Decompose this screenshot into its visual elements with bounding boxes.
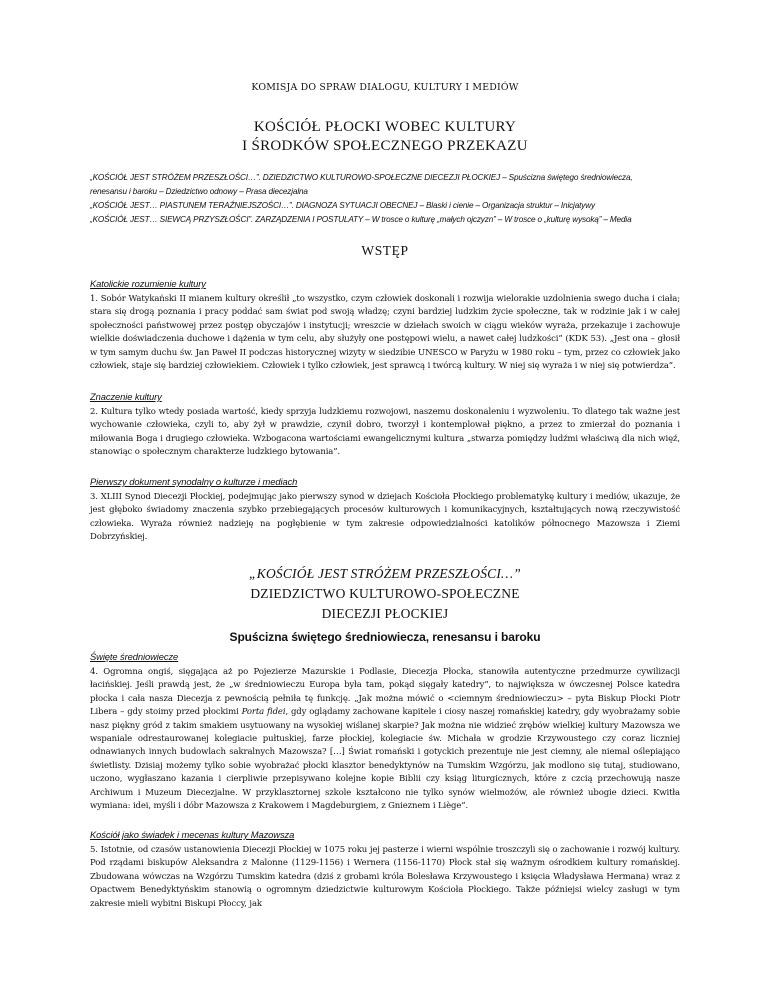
paragraph-4-part-b: , gdy oglądamy zachowane kapitele i ciosy naszej romańskiej katedry, gdy wyobrażamy sobie nasz piękny gród z takim smakiem usytuowany na wysokiej wiślanej skarpie? Jak można nie widzieć zrębów wielkiej kultury Mazowsza we wspaniale odrestaurowanej kolegiacie pułtuskiej, farze płockiej, kolegiacie św. Michała w grodzie Krzywoustego czy coraz liczniej odnawianych innych budowlach sakralnych Mazowsza? […] Świat romański i gotyckich prezentuje nie jest ciemny, ale niemal oślepiająco świetlisty. Dzisiaj możemy tylko sobie wyobrażać płocki klasztor benedyktynów na Tumskim Wzgórzu, jak modlono się tutaj, studiowano, uczono, wygłaszano kazania i cierpliwie przepisywano kolejne kopie Biblii czy ksiąg liturgicznych, które z czcią przechowują nasze Archiwum i Muzeum Diecezjalne. W przyklasztornej szkole kształcono nie tylko synów wielmożów, ale również ubogie dzieci. Kwitła wymiana: idei, myśli i dóbr Mazowsza z Krakowem i Magdeburgiem, z Gnieznem i Liège”. bbox=[90, 707, 680, 812]
subheading-church-as-witness: Kościół jako świadek i mecenas kultury Mazowsza bbox=[90, 829, 295, 840]
part1-title bbox=[90, 564, 680, 624]
paragraph-4-italic: Porta fidei bbox=[241, 707, 286, 718]
paragraph-5: 5. Istotnie, od czasów ustanowienia Diecezji Płockiej w 1075 roku jej pasterze i wierni wspólnie troszczyli się o zachowanie i rozwój kultury. Pod rządami biskupów Aleksandra z Malonne (1129-1156) i Wernera (1156-1170) Płock stał się ważnym ośrodkiem kultury romańskiej. Zbudowana wówczas na Wzgórzu Tumskim katedra (dziś z grobami króla Bolesława Krzywoustego i księcia Władysława Hermana) wraz z Opactwem Benedyktyńskim stanowią o ogromnym dziedzictwie kulturowym Kościoła Płockiego. Także późniejsi wielcy zasługi w tym zakresie mieli wybitni Biskupi Płoccy, jak bbox=[90, 845, 680, 909]
part1-title-line-3: DIECEZJI PŁOCKIEJ bbox=[321, 606, 449, 621]
toc-entry-1-line-a: „KOŚCIÓŁ JEST STRÓŻEM PRZESZŁOŚCI…”. DZIEDZICTWO KULTUROWO-SPOŁECZNE DIECEZJI PŁOCKIEJ – Spuścizna świętego średniowiecza, bbox=[90, 173, 633, 182]
part1-title-line-2: DZIEDZICTWO KULTUROWO-SPOŁECZNE bbox=[250, 586, 520, 601]
paragraph-4-part-a: 4. Ogromna ongiś, sięgająca aż po Pojezierze Mazurskie i Podlasie, Diecezja Płocka, stanowiła autentyczne przedmurze cywilizacji łacińskiej. Jeśli prawdą jest, że „w średniowieczu Europa była tam, pokąd sięgały katedry”, to największa w ówczesnej Polsce katedra płocka i cała nasza Diecezja z pewnością pełniła tę funkcję. „Jak można mówić o <ciemnym średniowieczu> – pyta Biskup Płocki Piotr Libera – gdy stoimy przed płockimi bbox=[90, 667, 680, 718]
subheading-holy-middle-ages: Święte średniowiecze bbox=[90, 651, 179, 662]
toc-entry-3: „KOŚCIÓŁ JEST… SIEWCĄ PRZYSZŁOŚCI”. ZARZĄDZENIA I POSTULATY – W trosce o kulturę „małych ojczyzn” – W trosce o „kulturę wysoką” – Media bbox=[90, 215, 632, 224]
paragraph-3: 3. XLIII Synod Diecezji Płockiej, podejmując jako pierwszy synod w dziejach Kościoła Płockiego problematykę kultury i mediów, ukazuje, że jest głęboko świadomy znaczenia szybko przebiegających procesów kulturowych i komunikacyjnych, kształtujących nową rzeczywistość człowieka. Wyraża również nadzieję na pogłębienie w tym zakresie odpowiedzialności katolików północnego Mazowsza i Ziemi Dobrzyńskiej. bbox=[90, 492, 680, 543]
subheading-catholic-culture: Katolickie rozumienie kultury bbox=[90, 278, 206, 289]
toc-entry-1-line-b: renesansu i baroku – Dziedzictwo odnowy – Prasa diecezjalna bbox=[90, 187, 308, 196]
toc-entry-2: „KOŚCIÓŁ JEST… PIASTUNEM TERAŹNIEJSZOŚCI…”. DIAGNOZA SYTUACJI OBECNEJ – Blaski i cienie – Organizacja struktur – Inicjatywy bbox=[90, 201, 595, 210]
document-title-line-1: KOŚCIÓŁ PŁOCKI WOBEC KULTURY bbox=[253, 119, 517, 135]
paragraph-2: 2. Kultura tylko wtedy posiada wartość, kiedy sprzyja ludzkiemu rozwojowi, naszemu doskonaleniu i wyzwoleniu. To dlatego tak ważne jest wychowanie człowieka, czyli to, aby żył w prawdzie, czynił dobro, tworzył i kontemplował piękno, a przez to zmierzał do poznania i miłowania Boga i drugiego człowieka. Wzbogacona wartościami ewangelicznymi kultura „stwarza pomiędzy ludźmi właściwą dla nich więź, stanowiąc o społecznym charakterze ludzkiego bytowania”. bbox=[90, 407, 680, 458]
subheading-first-synodal-document: Pierwszy dokument synodalny o kulturze i mediach bbox=[90, 476, 298, 487]
document-title bbox=[90, 118, 680, 156]
commission-name: KOMISJA DO SPRAW DIALOGU, KULTURY I MEDIÓW bbox=[251, 82, 519, 93]
subheading-importance-of-culture: Znaczenie kultury bbox=[90, 391, 162, 402]
paragraph-4 bbox=[90, 666, 680, 813]
paragraph-1: 1. Sobór Watykański II mianem kultury określił „to wszystko, czym człowiek doskonali i rozwija wielorakie uzdolnienia swego ducha i ciała; stara się drogą poznania i pracy poddać sam świat pod swoją władzę; czyni bardziej ludzkim życie społeczne, tak w rodzinie jak i w całej społeczności państwowej przez postęp obyczajów i instytucji; wreszcie w dziełach swoich w ciągu wieków wyraża, przekazuje i zachowuje wielkie doświadczenia duchowe i dążenia w tym celu, aby służyły one postępowi wielu, a nawet całej ludzkości” (KDK 53). „Jest ona – głosił w tym samym duchu św. Jan Paweł II podczas historycznej wizyty w siedzibie UNESCO w Paryżu w 1980 roku – tym, przez co człowiek jako człowiek, staje się bardziej człowiekiem. Człowiek i tylko człowiek, jest sprawcą i twórcą kultury. W niej się wyraża i w niej się potwierdza”. bbox=[90, 294, 680, 372]
intro-heading: WSTĘP bbox=[361, 243, 409, 258]
toc-entry-1 bbox=[90, 171, 680, 199]
part1-title-quote: „KOŚCIÓŁ JEST STRÓŻEM PRZESZŁOŚCI…” bbox=[249, 566, 521, 581]
document-title-line-2: I ŚRODKÓW SPOŁECZNEGO PRZEKAZU bbox=[242, 138, 528, 154]
part1-section-heading: Spuścizna świętego średniowiecza, renesansu i baroku bbox=[229, 630, 541, 644]
